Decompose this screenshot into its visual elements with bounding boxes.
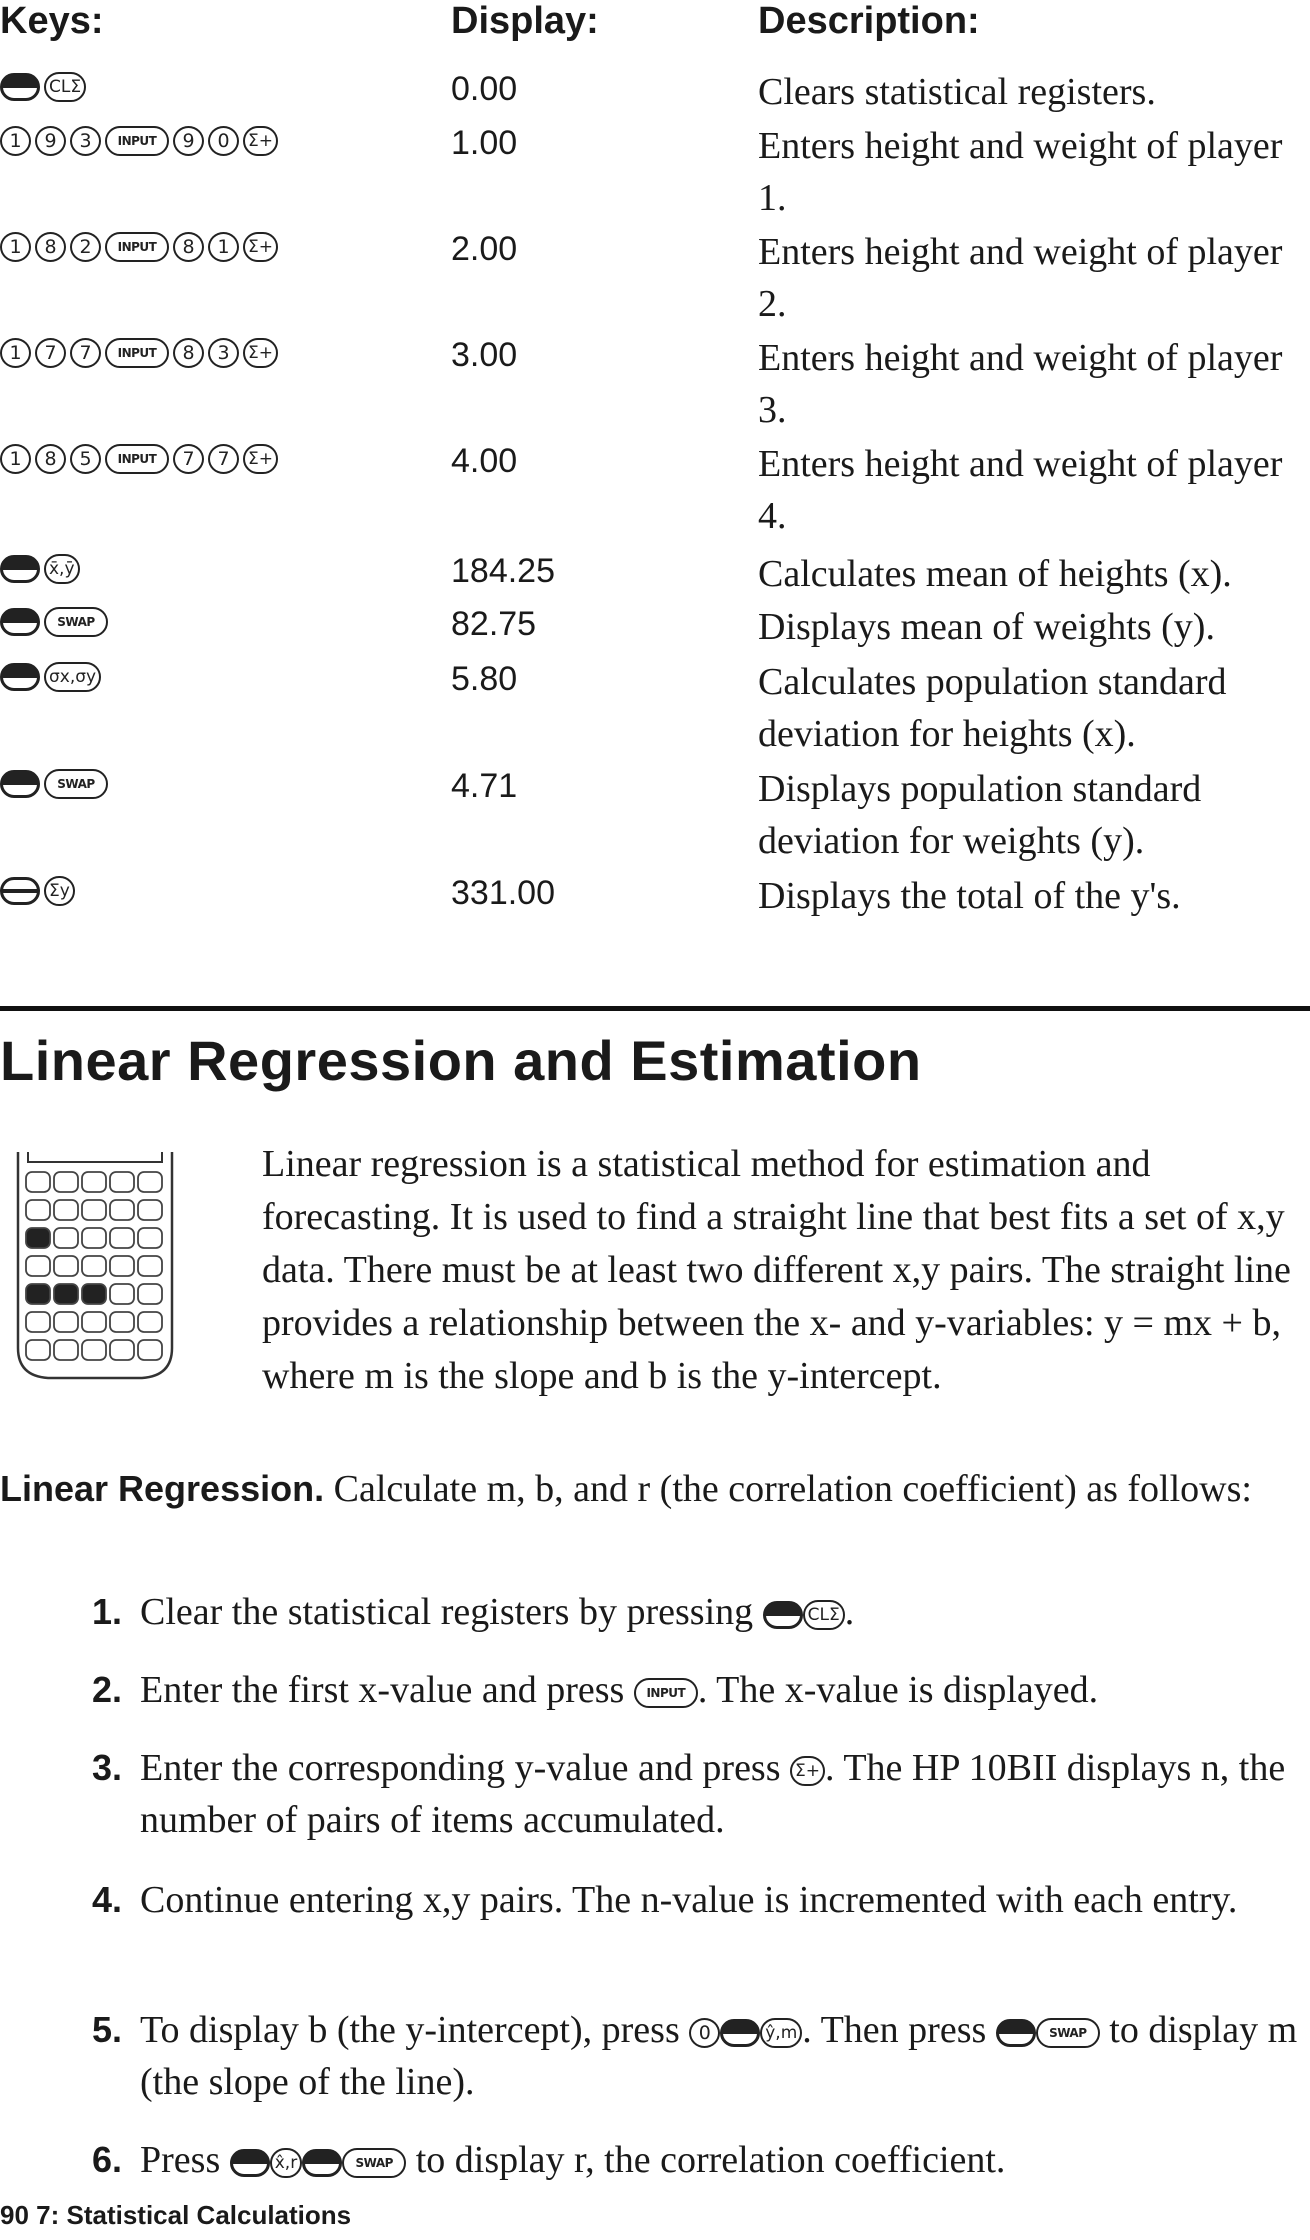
digit-key: 1 xyxy=(0,126,31,156)
input-key: INPUT xyxy=(634,1678,698,1708)
lead-text: Calculate m, b, and r (the correlation coefficient) as follows: xyxy=(333,1468,1252,1510)
input-key: INPUT xyxy=(105,232,169,262)
keypad-key xyxy=(138,1256,162,1276)
shift-key-icon xyxy=(0,663,40,691)
digit-key: 8 xyxy=(173,232,204,262)
key-sequence xyxy=(0,876,75,906)
estimate-x-key: x̂,r xyxy=(270,2148,302,2178)
digit-key: 0 xyxy=(208,126,239,156)
digit-key: 7 xyxy=(70,338,101,368)
input-key: INPUT xyxy=(105,444,169,474)
shift-key-icon xyxy=(763,1601,803,1629)
digit-key: 8 xyxy=(173,338,204,368)
keypad-key xyxy=(82,1172,106,1192)
step-item: 1. Clear the statistical registers by pressing CLΣ . xyxy=(92,1586,1302,1638)
step-item xyxy=(92,1874,1302,1926)
estimate-y-key: ŷ,m xyxy=(760,2018,802,2048)
keypad-key xyxy=(138,1200,162,1220)
display-value: 4.71 xyxy=(451,767,518,805)
step-number: 4. xyxy=(92,1879,123,1920)
key-sequence xyxy=(0,769,108,799)
sigma-plus-key: Σ+ xyxy=(243,232,278,262)
display-value: 3.00 xyxy=(451,336,518,374)
key-sequence xyxy=(0,126,278,156)
keypad-key xyxy=(110,1228,134,1248)
step-number: 2. xyxy=(92,1669,123,1710)
clear-stats-key: CLΣ xyxy=(44,72,86,102)
column-header-display: Display: xyxy=(451,0,599,42)
keypad-key xyxy=(26,1312,50,1332)
sum-y-key: Σy xyxy=(44,876,75,906)
keypad-key xyxy=(110,1256,134,1276)
shift-key-icon xyxy=(0,608,40,636)
key-sequence xyxy=(0,72,86,102)
step-number: 3. xyxy=(92,1747,123,1788)
calculator-keypad-icon xyxy=(8,1148,182,1384)
key-sequence xyxy=(0,338,278,368)
shift-key-icon xyxy=(720,2019,760,2047)
keypad-key xyxy=(82,1200,106,1220)
display-value: 331.00 xyxy=(451,874,555,912)
keypad-key xyxy=(138,1312,162,1332)
step-text: Clear the statistical registers by pressing xyxy=(140,1591,754,1633)
row-description: Enters height and weight of player 2. xyxy=(758,231,1283,325)
mean-key: x̄,ȳ xyxy=(44,554,80,584)
keypad-key xyxy=(110,1200,134,1220)
step-text-after: . The x-value is displayed. xyxy=(697,1669,1099,1711)
shift-key-icon xyxy=(0,770,40,798)
keypad-key xyxy=(110,1172,134,1192)
keypad-key xyxy=(26,1340,50,1360)
row-description: Enters height and weight of player 4. xyxy=(758,443,1283,537)
shift-key-icon xyxy=(230,2149,270,2177)
row-description: Calculates population standard deviation for heights (x). xyxy=(758,661,1227,755)
shift-key-icon xyxy=(302,2149,342,2177)
digit-key: 7 xyxy=(35,338,66,368)
swap-key: SWAP xyxy=(342,2148,406,2178)
sigma-plus-key: Σ+ xyxy=(243,126,278,156)
row-description: Calculates mean of heights (x). xyxy=(758,553,1232,595)
display-value: 5.80 xyxy=(451,660,518,698)
input-key: INPUT xyxy=(105,338,169,368)
sigma-plus-key: Σ+ xyxy=(243,338,278,368)
highlighted-key xyxy=(54,1284,78,1304)
digit-key: 2 xyxy=(70,232,101,262)
step-text-after: to display r, the correlation coefficient. xyxy=(415,2139,1006,2181)
key-sequence xyxy=(0,232,278,262)
digit-key: 1 xyxy=(0,338,31,368)
orange-shift-key-icon xyxy=(0,877,40,905)
digit-key: 7 xyxy=(173,444,204,474)
step-number: 6. xyxy=(92,2139,123,2180)
key-sequence xyxy=(0,444,278,474)
step-item xyxy=(92,2004,1302,2108)
step-number: 1. xyxy=(92,1591,123,1632)
step-text: Press xyxy=(140,2139,221,2181)
key-sequence xyxy=(0,554,80,584)
lead-label: Linear Regression. xyxy=(0,1468,325,1509)
key-sequence xyxy=(0,662,101,692)
column-header-keys: Keys: xyxy=(0,0,104,42)
shift-key-icon xyxy=(0,73,40,101)
step-item xyxy=(92,2134,1302,2186)
display-value: 1.00 xyxy=(451,124,518,162)
intro-paragraph: Linear regression is a statistical method for estimation and forecasting. It is used to find a straight line that best fits a set of x,y data. There must be at least two different x,y pairs. The straight line provides a relationship between the x- and y-variables: y = mx + b, where m is the slope and b is the y-intercept. xyxy=(262,1143,1291,1397)
shift-key-icon xyxy=(996,2019,1036,2047)
keypad-key xyxy=(54,1256,78,1276)
keypad-key xyxy=(54,1172,78,1192)
swap-key: SWAP xyxy=(44,769,108,799)
keypad-key xyxy=(26,1172,50,1192)
keypad-key xyxy=(54,1340,78,1360)
step-text-after: . Then press xyxy=(802,2009,987,2051)
keypad-key xyxy=(82,1340,106,1360)
std-dev-key: σx,σy xyxy=(44,662,101,692)
digit-key: 1 xyxy=(208,232,239,262)
digit-key: 5 xyxy=(70,444,101,474)
keypad-key xyxy=(82,1312,106,1332)
keypad-key xyxy=(26,1200,50,1220)
keypad-key xyxy=(138,1340,162,1360)
step-text-tail: to display m (the slope of the line). xyxy=(140,2009,1298,2103)
keypad-key xyxy=(110,1340,134,1360)
keypad-key xyxy=(110,1284,134,1304)
section-title: Linear Regression and Estimation xyxy=(0,1029,922,1092)
keypad-key xyxy=(82,1228,106,1248)
keypad-key xyxy=(110,1312,134,1332)
column-header-description: Description: xyxy=(758,0,980,42)
step-text: Enter the corresponding y-value and press xyxy=(140,1747,781,1789)
highlighted-key xyxy=(26,1228,50,1248)
keypad-key xyxy=(138,1284,162,1304)
row-description: Enters height and weight of player 1. xyxy=(758,125,1283,219)
highlighted-key xyxy=(82,1284,106,1304)
step-text: To display b (the y-intercept), press xyxy=(140,2009,680,2051)
row-description: Displays the total of the y's. xyxy=(758,875,1181,917)
keypad-key xyxy=(138,1228,162,1248)
step-text: Continue entering x,y pairs. The n-value is incremented with each entry. xyxy=(140,1879,1238,1921)
keypad-key xyxy=(26,1256,50,1276)
row-description: Displays mean of weights (y). xyxy=(758,606,1215,648)
digit-key: 3 xyxy=(208,338,239,368)
input-key: INPUT xyxy=(105,126,169,156)
display-value: 82.75 xyxy=(451,605,537,643)
lead-paragraph xyxy=(0,1462,1305,1516)
page-footer: 90 7: Statistical Calculations xyxy=(0,2200,352,2230)
digit-key: 3 xyxy=(70,126,101,156)
shift-key-icon xyxy=(0,555,40,583)
keypad-key xyxy=(54,1312,78,1332)
keypad-key xyxy=(82,1256,106,1276)
digit-key: 8 xyxy=(35,232,66,262)
step-item xyxy=(92,1664,1302,1716)
highlighted-key xyxy=(26,1284,50,1304)
display-value: 184.25 xyxy=(451,552,555,590)
step-item xyxy=(92,1742,1302,1846)
row-description: Displays population standard deviation for weights (y). xyxy=(758,768,1202,862)
step-text-after: . The HP 10BII displays n, the number of pairs of items accumulated. xyxy=(140,1747,1286,1841)
row-description: Clears statistical registers. xyxy=(758,71,1156,113)
digit-key: 1 xyxy=(0,444,31,474)
sigma-plus-key: Σ+ xyxy=(243,444,278,474)
keypad-key xyxy=(54,1228,78,1248)
key-sequence xyxy=(0,607,108,637)
clear-stats-key: CLΣ xyxy=(803,1600,845,1630)
step-text: Enter the first x-value and press xyxy=(140,1669,625,1711)
swap-key: SWAP xyxy=(1036,2018,1100,2048)
swap-key: SWAP xyxy=(44,607,108,637)
section-divider xyxy=(0,1006,1310,1011)
digit-key: 7 xyxy=(208,444,239,474)
step-number: 5. xyxy=(92,2009,123,2050)
digit-key: 1 xyxy=(0,232,31,262)
sigma-plus-key: Σ+ xyxy=(790,1756,825,1786)
display-value: 2.00 xyxy=(451,230,518,268)
digit-key: 0 xyxy=(689,2018,720,2048)
digit-key: 9 xyxy=(173,126,204,156)
display-value: 4.00 xyxy=(451,442,518,480)
digit-key: 8 xyxy=(35,444,66,474)
row-description: Enters height and weight of player 3. xyxy=(758,337,1283,431)
digit-key: 9 xyxy=(35,126,66,156)
display-value: 0.00 xyxy=(451,70,518,108)
keypad-key xyxy=(54,1200,78,1220)
keypad-key xyxy=(138,1172,162,1192)
